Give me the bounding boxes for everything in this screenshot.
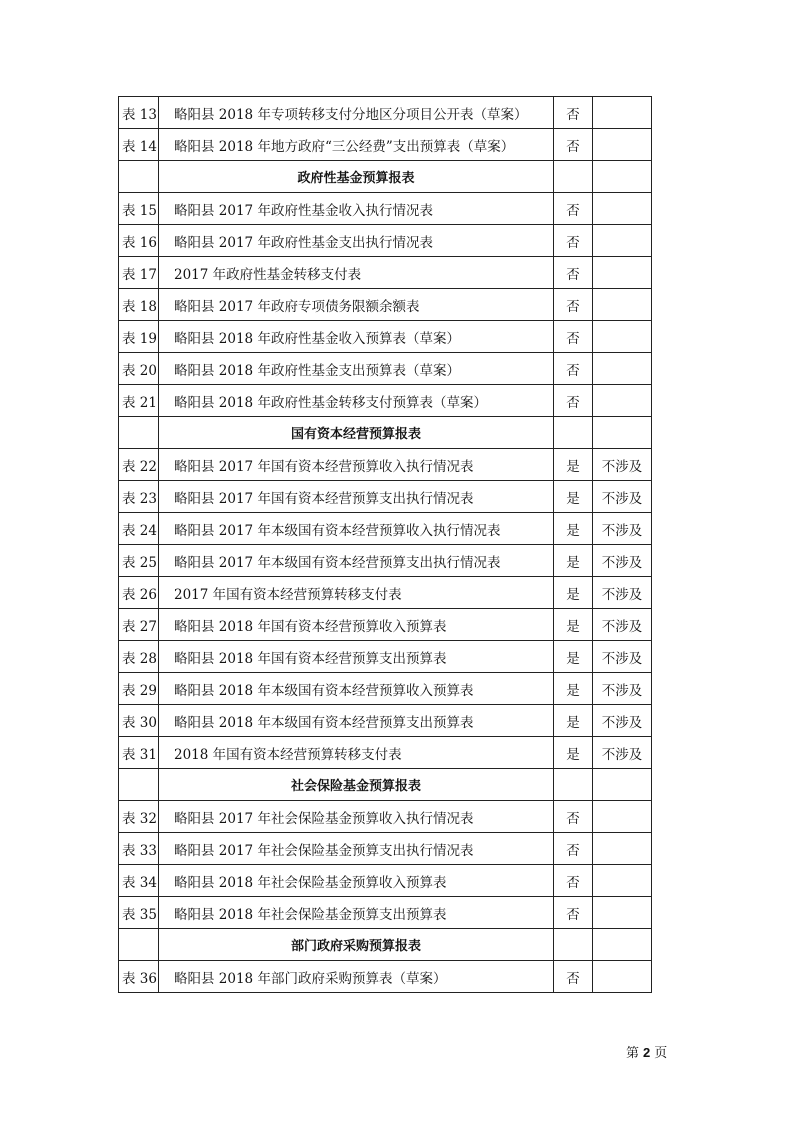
table-row (119, 97, 652, 129)
note-cell (593, 353, 652, 385)
flag-cell: 否 (554, 961, 593, 993)
note-cell: 不涉及 (593, 513, 652, 545)
table-row (119, 353, 652, 385)
table-row (119, 481, 652, 513)
flag-cell (554, 769, 593, 801)
table-number: 表 17 (119, 257, 159, 289)
table-row (119, 321, 652, 353)
flag-cell: 否 (554, 865, 593, 897)
section-header-row (119, 769, 652, 801)
note-cell (593, 801, 652, 833)
flag-cell: 是 (554, 545, 593, 577)
flag-cell (554, 161, 593, 193)
table-row (119, 577, 652, 609)
note-cell (593, 97, 652, 129)
note-cell: 不涉及 (593, 705, 652, 737)
table-number: 表 30 (119, 705, 159, 737)
table-title: 2018 年国有资本经营预算转移支付表 (159, 737, 554, 769)
table-row (119, 193, 652, 225)
table-title: 社会保险基金预算报表 (159, 769, 554, 801)
table-row (119, 225, 652, 257)
flag-cell: 否 (554, 801, 593, 833)
table-title: 政府性基金预算报表 (159, 161, 554, 193)
table-number: 表 26 (119, 577, 159, 609)
table-row (119, 865, 652, 897)
table-number: 表 16 (119, 225, 159, 257)
budget-table-list (118, 96, 652, 993)
note-cell (593, 897, 652, 929)
note-cell (593, 961, 652, 993)
note-cell (593, 321, 652, 353)
table-title: 略阳县 2017 年国有资本经营预算支出执行情况表 (159, 481, 554, 513)
table-row (119, 289, 652, 321)
flag-cell: 是 (554, 673, 593, 705)
note-cell: 不涉及 (593, 545, 652, 577)
note-cell (593, 289, 652, 321)
flag-cell: 否 (554, 321, 593, 353)
flag-cell: 是 (554, 513, 593, 545)
table-number: 表 28 (119, 641, 159, 673)
table-row (119, 449, 652, 481)
note-cell: 不涉及 (593, 737, 652, 769)
table-row (119, 961, 652, 993)
table-row (119, 545, 652, 577)
table-title: 略阳县 2017 年政府性基金收入执行情况表 (159, 193, 554, 225)
table-title: 略阳县 2018 年地方政府“三公经费”支出预算表（草案） (159, 129, 554, 161)
table-title: 略阳县 2017 年政府性基金支出执行情况表 (159, 225, 554, 257)
note-cell (593, 225, 652, 257)
table-title: 国有资本经营预算报表 (159, 417, 554, 449)
page-prefix: 第 (626, 1046, 640, 1061)
flag-cell (554, 417, 593, 449)
page-number (626, 1042, 667, 1061)
table-title: 略阳县 2018 年政府性基金支出预算表（草案） (159, 353, 554, 385)
table-title: 略阳县 2017 年国有资本经营预算收入执行情况表 (159, 449, 554, 481)
note-cell (593, 833, 652, 865)
note-cell (593, 417, 652, 449)
flag-cell: 是 (554, 577, 593, 609)
flag-cell (554, 929, 593, 961)
flag-cell: 否 (554, 385, 593, 417)
table-number: 表 35 (119, 897, 159, 929)
flag-cell: 是 (554, 481, 593, 513)
table-title: 略阳县 2018 年政府性基金转移支付预算表（草案） (159, 385, 554, 417)
note-cell (593, 257, 652, 289)
table-row (119, 673, 652, 705)
page-suffix: 页 (654, 1046, 668, 1061)
flag-cell: 是 (554, 609, 593, 641)
table-title: 略阳县 2017 年政府专项债务限额余额表 (159, 289, 554, 321)
note-cell (593, 865, 652, 897)
table-title: 略阳县 2018 年部门政府采购预算表（草案） (159, 961, 554, 993)
flag-cell: 否 (554, 833, 593, 865)
table-number: 表 33 (119, 833, 159, 865)
flag-cell: 否 (554, 225, 593, 257)
note-cell (593, 129, 652, 161)
note-cell (593, 769, 652, 801)
table-row (119, 801, 652, 833)
section-header-row (119, 929, 652, 961)
table-title: 略阳县 2018 年政府性基金收入预算表（草案） (159, 321, 554, 353)
flag-cell: 是 (554, 641, 593, 673)
note-cell: 不涉及 (593, 481, 652, 513)
flag-cell: 否 (554, 257, 593, 289)
section-header-row (119, 161, 652, 193)
table-number (119, 161, 159, 193)
table-title: 略阳县 2018 年本级国有资本经营预算支出预算表 (159, 705, 554, 737)
table-title: 略阳县 2018 年国有资本经营预算支出预算表 (159, 641, 554, 673)
table-row (119, 705, 652, 737)
table-number: 表 31 (119, 737, 159, 769)
table-title: 略阳县 2018 年社会保险基金预算支出预算表 (159, 897, 554, 929)
table-title: 略阳县 2017 年本级国有资本经营预算支出执行情况表 (159, 545, 554, 577)
table-row (119, 385, 652, 417)
table-title: 2017 年政府性基金转移支付表 (159, 257, 554, 289)
table-number (119, 929, 159, 961)
note-cell: 不涉及 (593, 577, 652, 609)
table-row (119, 513, 652, 545)
flag-cell: 是 (554, 449, 593, 481)
table-title: 略阳县 2017 年社会保险基金预算收入执行情况表 (159, 801, 554, 833)
flag-cell: 否 (554, 289, 593, 321)
table-title: 略阳县 2017 年社会保险基金预算支出执行情况表 (159, 833, 554, 865)
note-cell (593, 193, 652, 225)
note-cell: 不涉及 (593, 673, 652, 705)
table-number: 表 34 (119, 865, 159, 897)
note-cell: 不涉及 (593, 449, 652, 481)
table-number: 表 23 (119, 481, 159, 513)
table-number: 表 27 (119, 609, 159, 641)
flag-cell: 否 (554, 97, 593, 129)
table-number: 表 36 (119, 961, 159, 993)
table-title: 略阳县 2018 年社会保险基金预算收入预算表 (159, 865, 554, 897)
section-header-row (119, 417, 652, 449)
table-number: 表 25 (119, 545, 159, 577)
note-cell (593, 929, 652, 961)
flag-cell: 是 (554, 737, 593, 769)
table-row (119, 129, 652, 161)
note-cell: 不涉及 (593, 609, 652, 641)
table-row (119, 609, 652, 641)
table-row (119, 641, 652, 673)
table-number: 表 22 (119, 449, 159, 481)
flag-cell: 否 (554, 353, 593, 385)
table-number: 表 24 (119, 513, 159, 545)
table-number: 表 21 (119, 385, 159, 417)
table-row (119, 257, 652, 289)
table-number: 表 18 (119, 289, 159, 321)
table-number: 表 13 (119, 97, 159, 129)
table-number: 表 15 (119, 193, 159, 225)
flag-cell: 是 (554, 705, 593, 737)
table-row (119, 737, 652, 769)
table-title: 略阳县 2018 年国有资本经营预算收入预算表 (159, 609, 554, 641)
table-row (119, 833, 652, 865)
note-cell (593, 385, 652, 417)
table-number (119, 417, 159, 449)
table-title: 略阳县 2018 年本级国有资本经营预算收入预算表 (159, 673, 554, 705)
table-number: 表 32 (119, 801, 159, 833)
table-title: 略阳县 2017 年本级国有资本经营预算收入执行情况表 (159, 513, 554, 545)
table-number: 表 14 (119, 129, 159, 161)
flag-cell: 否 (554, 193, 593, 225)
flag-cell: 否 (554, 129, 593, 161)
table-title: 部门政府采购预算报表 (159, 929, 554, 961)
table-number: 表 19 (119, 321, 159, 353)
table-number (119, 769, 159, 801)
table-number: 表 20 (119, 353, 159, 385)
note-cell (593, 161, 652, 193)
table-title: 2017 年国有资本经营预算转移支付表 (159, 577, 554, 609)
page-number-value: 2 (643, 1045, 651, 1060)
table-row (119, 897, 652, 929)
flag-cell: 否 (554, 897, 593, 929)
table-title: 略阳县 2018 年专项转移支付分地区分项目公开表（草案） (159, 97, 554, 129)
note-cell: 不涉及 (593, 641, 652, 673)
table-number: 表 29 (119, 673, 159, 705)
